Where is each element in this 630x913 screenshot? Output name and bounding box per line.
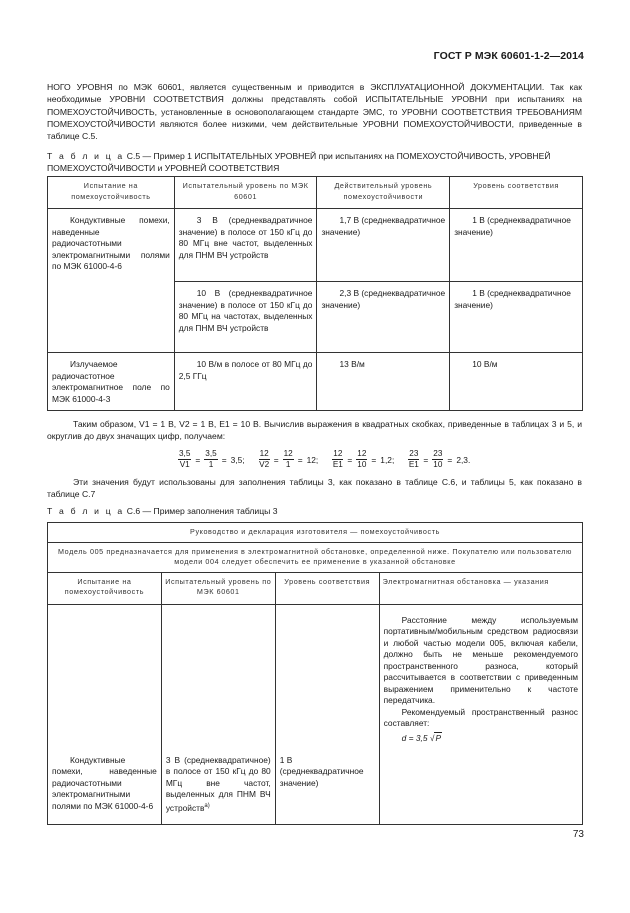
table-c6-title-row: Руководство и декларация изготовителя — помехоустойчивость — [48, 523, 583, 543]
table-c5-header-actual: Действительный уровень помехоустойчивости — [317, 177, 450, 209]
table-c6-header-test: Испытание на помехоустойчивость — [48, 572, 162, 604]
table-c6-header-compliance: Уровень соответствия — [275, 572, 379, 604]
environment-distance-label: Рекомендуемый пространственный разнос составляет: — [383, 706, 578, 728]
table-c6-header-level: Испытательный уровень по МЭК 60601 — [161, 572, 275, 604]
fraction: $\frac{12}{10}$ — [357, 449, 367, 469]
caption-text: С.5 — Пример 1 ИСПЫТАТЕЛЬНЫХ УРОВНЕЙ при испытаниях на ПОМЕХОУСТОЙЧИВОСТЬ, УРОВНЕЙ ПОМЕХОУСТОЙЧИВОСТИ и УРОВНЕЙ СООТВЕТСТВИЯ — [47, 151, 551, 173]
table-c5-header-compliance: Уровень соответствия — [450, 177, 583, 209]
table-c5-caption — [47, 151, 587, 174]
table-cell-environment — [379, 604, 582, 824]
caption-prefix: Т а б л и ц а — [47, 506, 125, 516]
table-row — [48, 604, 583, 824]
fraction: $\frac{23}{E1}$ — [408, 449, 419, 469]
table-row — [48, 209, 583, 282]
thus-paragraph: Таким образом, V1 = 1 В, V2 = 1 В, E1 = 10 В. Вычислив выражения в квадратных скобках, приведенные в таблицах 3 и 5, и округлив до двух значащих цифр, получаем: — [47, 419, 582, 442]
distance-formula: d = 3,5 √P — [401, 732, 442, 743]
table-c5 — [47, 176, 583, 411]
intro-paragraph: НОГО УРОВНЯ по МЭК 60601, является существенным и приводится в ЭКСПЛУАТАЦИОННОЙ ДОКУМЕНТАЦИИ. Так как необходимые УРОВНИ СООТВЕТСТВИЯ должны представлять собой ИСПЫТАТЕЛЬНЫЕ УРОВНИ при испытаниях на ПОМЕХОУСТОЙЧИВОСТЬ, установленные в основополагающем стандарте ЭМС, то УРОВНИ СООТВЕТСТВИЯ ТРЕБОВАНИЯМ ПОМЕХОУСТОЙЧИВОСТИ являются более низкими, чем действительные УРОВНИ ПОМЕХОУСТОЙЧИВОСТИ, приведенные в таблице С.5. — [47, 82, 582, 142]
table-cell-level: 3 В (среднеквадратичное значение) в полосе от 150 кГц до 80 МГц вне частот, выделенных для ПНМ ВЧ устройств — [174, 209, 317, 282]
table-cell-level: 10 В/м в полосе от 80 МГц до 2,5 ГГц — [174, 353, 317, 411]
caption-text: С.6 — Пример заполнения таблицы 3 — [126, 506, 278, 516]
table-c6-caption — [47, 506, 587, 518]
caption-prefix: Т а б л и ц а — [47, 151, 125, 161]
table-c6 — [47, 522, 583, 825]
result: 2,3. — [456, 454, 471, 465]
table-cell-compliance: 1 В (среднеквадратичное значение) — [450, 282, 583, 353]
environment-guidance: Расстояние между используемым портативным/мобильным средством радиосвязи и любой частью модели 005, включая кабели, должно быть не меньше рекомендуемого пространственного разноса, который рассчитывается в соответствии с приведенным выражением применительно к частоте передатчика. — [383, 614, 578, 705]
table-cell-test: Кондуктивные помехи, наведенные радиочастотными электромагнитными полями по МЭК 61000-4-6 — [48, 604, 162, 824]
table-cell-actual: 1,7 В (среднеквадратичное значение) — [317, 209, 450, 282]
table-cell-actual: 2,3 В (среднеквадратичное значение) — [317, 282, 450, 353]
table-row — [48, 353, 583, 411]
result: 12; — [306, 454, 319, 465]
standard-header: ГОСТ Р МЭК 60601-1-2—2014 — [433, 50, 584, 62]
calculation-formula: $\frac{3,5}{V1}$ = $\frac{3,5}{1}$ = 3,5; $\frac{12}{V2}$ = $\frac{12}{1}$ = 12; $\frac{12}{E1}$ = $\frac{12}{10}$ = 1,2; $\frac{23}{E1}$ = $\frac{23}{10}$ = 2,3. — [179, 449, 471, 469]
usage-paragraph: Эти значения будут использованы для заполнения таблицы 3, как показано в таблице С.6, и таблицы 5, как показано в таблице С.7 — [47, 477, 582, 500]
table-cell-compliance: 1 В (среднеквадратичное значение) — [450, 209, 583, 282]
table-c6-header-environment: Электромагнитная обстановка — указания — [379, 572, 582, 604]
fraction: $\frac{12}{V2}$ — [259, 449, 270, 469]
table-c5-header-test: Испытание на помехоустойчивость — [48, 177, 175, 209]
fraction: $\frac{23}{10}$ — [433, 449, 443, 469]
table-cell-test: Кондуктивные помехи, наведенные радиочастотными электромагнитными полями по МЭК 61000-4-6 — [48, 209, 175, 353]
fraction: $\frac{3,5}{V1}$ — [179, 449, 191, 469]
result: 3,5; — [230, 454, 245, 465]
table-cell-compliance: 1 В (среднеквадратичное значение) — [275, 604, 379, 824]
table-cell-level: 10 В (среднеквадратичное значение) в полосе от 150 кГц до 80 МГц на частотах, выделенных для ПНМ ВЧ устройств — [174, 282, 317, 353]
fraction: $\frac{12}{E1}$ — [332, 449, 343, 469]
result: 1,2; — [380, 454, 395, 465]
table-cell-compliance: 10 В/м — [450, 353, 583, 411]
table-cell-level: 3 В (среднеквадратичное) в полосе от 150 кГц до 80 МГц вне частот, выделенных для ПНМ ВЧ устройств$^{а)}$ — [161, 604, 275, 824]
table-cell-actual: 13 В/м — [317, 353, 450, 411]
table-c5-header-level: Испытательный уровень по МЭК 60601 — [174, 177, 317, 209]
fraction: $\frac{3,5}{1}$ — [205, 449, 217, 469]
page-number: 73 — [572, 829, 584, 840]
fraction: $\frac{12}{1}$ — [283, 449, 293, 469]
table-c6-model-row: Модель 005 предназначается для применения в электромагнитной обстановке, определенной ниже. Покупателю или пользователю модели 004 следует обеспечить ее применение в указанной обстановке — [48, 542, 583, 572]
table-cell-test: Излучаемое радиочастотное электромагнитное поле по МЭК 61000-4-3 — [48, 353, 175, 411]
